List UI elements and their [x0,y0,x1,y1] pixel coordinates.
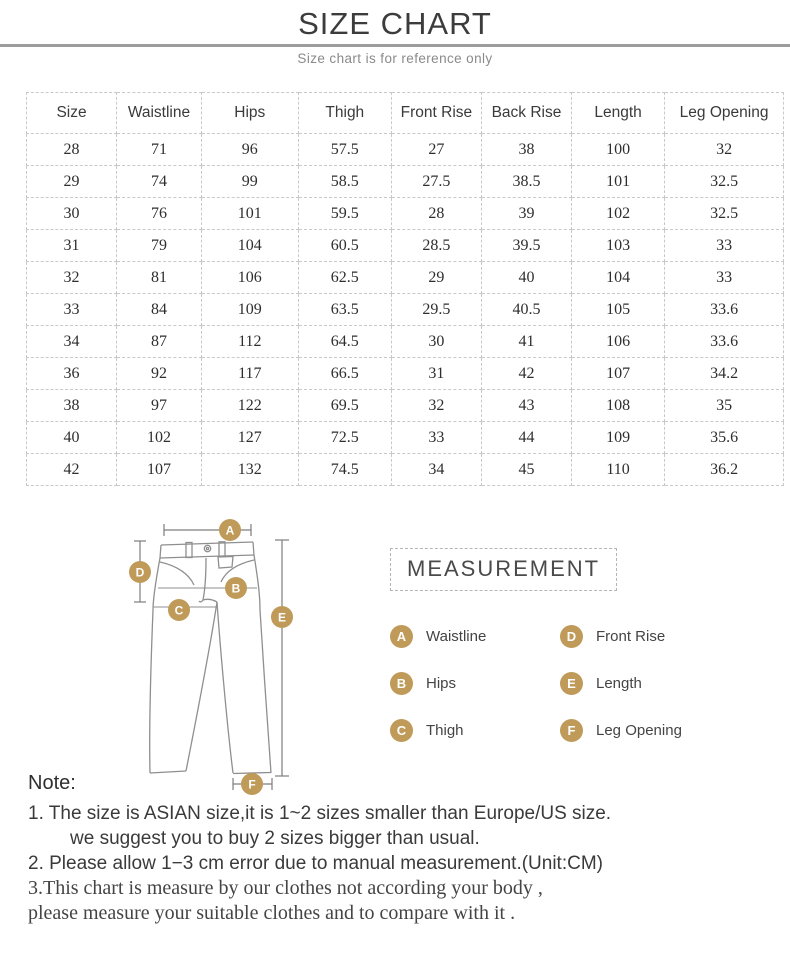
table-cell: 104 [572,262,665,294]
table-cell: 40 [27,422,117,454]
table-cell: 34 [27,326,117,358]
table-cell: 34 [391,454,481,486]
table-cell: 112 [201,326,298,358]
marker-badge-letter: B [231,581,241,596]
legend-badge-icon: B [390,672,413,695]
legend-item-length [560,672,780,695]
table-cell: 102 [572,198,665,230]
table-cell: 36.2 [665,454,784,486]
table-cell: 81 [117,262,202,294]
table-cell: 107 [572,358,665,390]
table-row [27,198,784,230]
table-cell: 38.5 [481,166,571,198]
column-header: Front Rise [391,93,481,134]
table-cell: 66.5 [298,358,391,390]
table-cell: 31 [391,358,481,390]
table-row [27,134,784,166]
table-cell: 39.5 [481,230,571,262]
table-cell: 69.5 [298,390,391,422]
table-cell: 106 [201,262,298,294]
table-cell: 40.5 [481,294,571,326]
table-cell: 101 [572,166,665,198]
size-table-container [26,92,784,486]
table-row [27,326,784,358]
table-cell: 64.5 [298,326,391,358]
table-row [27,166,784,198]
table-cell: 74 [117,166,202,198]
table-cell: 31 [27,230,117,262]
table-cell: 32.5 [665,166,784,198]
legend-item-thigh [390,719,560,742]
table-cell: 76 [117,198,202,230]
table-row [27,294,784,326]
note-line: 2. Please allow 1−3 cm error due to manual measurement.(Unit:CM) [28,853,603,874]
table-cell: 58.5 [298,166,391,198]
table-cell: 33 [27,294,117,326]
table-cell: 28 [391,198,481,230]
table-cell: 105 [572,294,665,326]
legend-label: Hips [426,675,457,692]
note-line: we suggest you to buy 2 sizes bigger than usual. [70,828,480,849]
page-title: SIZE CHART [298,6,492,41]
table-row [27,422,784,454]
table-cell: 106 [572,326,665,358]
legend-label: Leg Opening [596,722,682,739]
table-cell: 34.2 [665,358,784,390]
table-cell: 99 [201,166,298,198]
table-cell: 132 [201,454,298,486]
table-cell: 59.5 [298,198,391,230]
table-cell: 107 [117,454,202,486]
column-header: Thigh [298,93,391,134]
column-header: Hips [201,93,298,134]
marker-badge-letter: F [248,777,256,792]
legend-item-waistline [390,625,560,648]
table-cell: 57.5 [298,134,391,166]
legend-label: Length [596,675,642,692]
marker-badge-letter: E [277,610,287,625]
table-cell: 117 [201,358,298,390]
table-cell: 96 [201,134,298,166]
table-cell: 32 [665,134,784,166]
column-header: Waistline [117,93,202,134]
table-cell: 45 [481,454,571,486]
table-cell: 40 [481,262,571,294]
table-cell: 100 [572,134,665,166]
table-cell: 101 [201,198,298,230]
table-cell: 32 [391,390,481,422]
title-divider [0,44,790,47]
table-cell: 102 [117,422,202,454]
table-cell: 44 [481,422,571,454]
table-cell: 109 [572,422,665,454]
table-cell: 33 [391,422,481,454]
table-cell: 27 [391,134,481,166]
table-cell: 62.5 [298,262,391,294]
table-cell: 27.5 [391,166,481,198]
table-cell: 39 [481,198,571,230]
table-cell: 127 [201,422,298,454]
legend-badge-icon: A [390,625,413,648]
column-header: Length [572,93,665,134]
marker-badge-letter: C [174,603,184,618]
marker-badge-letter: A [225,523,235,538]
column-header: Back Rise [481,93,571,134]
table-cell: 84 [117,294,202,326]
pants-outline [150,542,271,774]
measurement-guides [134,524,289,790]
table-cell: 109 [201,294,298,326]
marker-badge-letter: D [135,565,145,580]
table-row [27,230,784,262]
legend-label: Waistline [426,628,487,645]
table-cell: 36 [27,358,117,390]
measurement-title: MEASUREMENT [390,548,617,591]
table-cell: 33 [665,230,784,262]
table-cell: 30 [27,198,117,230]
notes-section [28,772,773,926]
notes-heading: Note: [28,772,76,794]
table-cell: 79 [117,230,202,262]
table-cell: 33.6 [665,294,784,326]
table-cell: 42 [481,358,571,390]
table-cell: 74.5 [298,454,391,486]
legend-item-front-rise [560,625,780,648]
table-cell: 29 [391,262,481,294]
table-cell: 42 [27,454,117,486]
table-cell: 104 [201,230,298,262]
measurement-legend [390,613,780,754]
table-cell: 30 [391,326,481,358]
table-cell: 108 [572,390,665,422]
table-cell: 41 [481,326,571,358]
table-cell: 33 [665,262,784,294]
table-cell: 38 [27,390,117,422]
legend-badge-icon: C [390,719,413,742]
table-cell: 29.5 [391,294,481,326]
column-header: Leg Opening [665,93,784,134]
table-row [27,454,784,486]
table-cell: 63.5 [298,294,391,326]
table-cell: 29 [27,166,117,198]
size-table [26,92,784,486]
measurement-panel [390,548,780,754]
legend-label: Front Rise [596,628,666,645]
table-cell: 92 [117,358,202,390]
table-cell: 33.6 [665,326,784,358]
diagram-marker-badges [129,519,293,795]
table-row [27,390,784,422]
note-line: 1. The size is ASIAN size,it is 1~2 sizes smaller than Europe/US size. [28,803,612,824]
table-cell: 35.6 [665,422,784,454]
table-cell: 43 [481,390,571,422]
legend-label: Thigh [426,722,464,739]
column-header: Size [27,93,117,134]
note-line: please measure your suitable clothes and to compare with it . [28,902,516,924]
table-cell: 28 [27,134,117,166]
table-cell: 35 [665,390,784,422]
table-cell: 32.5 [665,198,784,230]
table-cell: 38 [481,134,571,166]
table-cell: 87 [117,326,202,358]
note-line: 3.This chart is measure by our clothes not according your body , [28,877,543,899]
table-cell: 71 [117,134,202,166]
legend-item-leg-opening [560,719,780,742]
table-row [27,358,784,390]
table-cell: 32 [27,262,117,294]
table-cell: 28.5 [391,230,481,262]
legend-badge-icon: E [560,672,583,695]
table-cell: 103 [572,230,665,262]
legend-item-hips [390,672,560,695]
table-cell: 122 [201,390,298,422]
table-row [27,262,784,294]
legend-badge-icon: F [560,719,583,742]
table-header-row [27,93,784,134]
page-subtitle: Size chart is for reference only [297,51,493,66]
legend-badge-icon: D [560,625,583,648]
table-cell: 72.5 [298,422,391,454]
table-cell: 110 [572,454,665,486]
table-cell: 60.5 [298,230,391,262]
table-cell: 97 [117,390,202,422]
pants-measurement-diagram [100,510,380,810]
